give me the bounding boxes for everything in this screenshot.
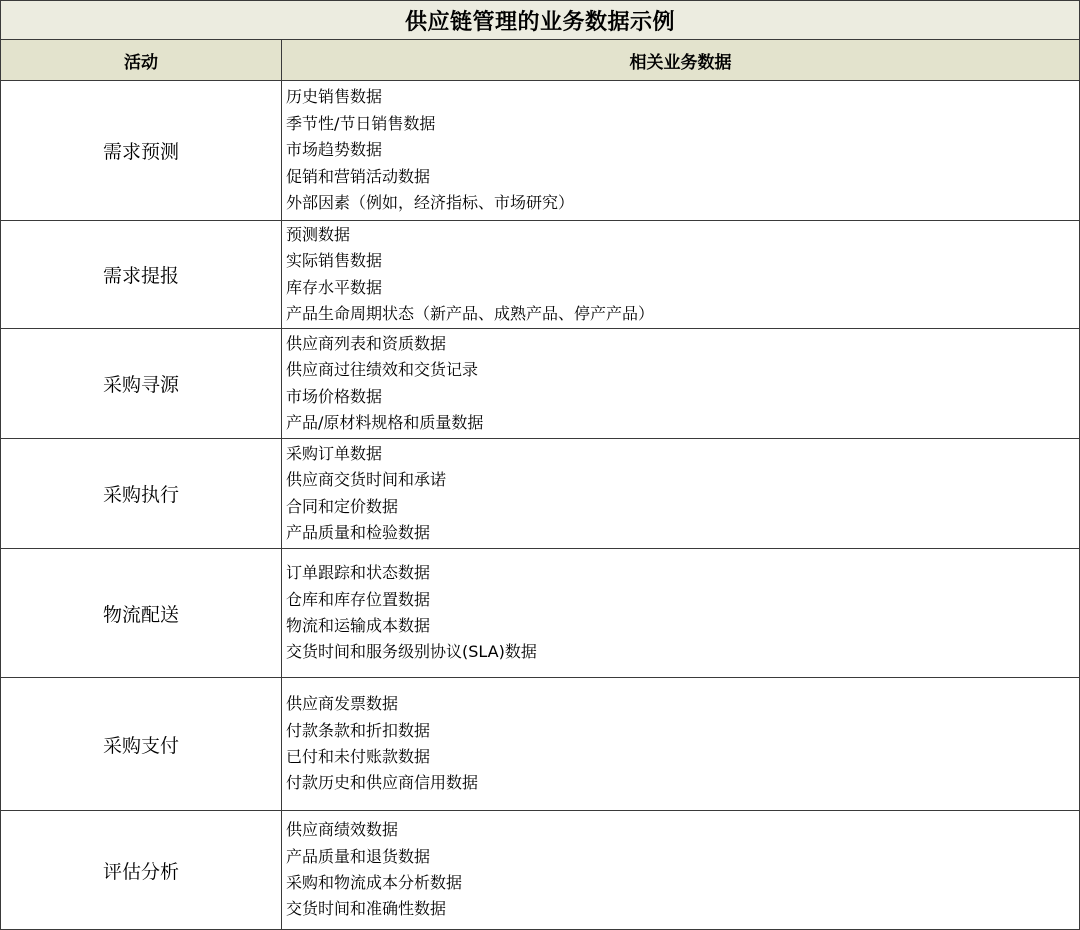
data-item: 季节性/节日销售数据 <box>286 113 436 133</box>
data-cell <box>282 811 1080 930</box>
data-item: 采购订单数据 <box>286 443 383 463</box>
table-row <box>1 81 1080 221</box>
data-item: 历史销售数据 <box>286 87 383 107</box>
data-item: 供应商绩效数据 <box>286 820 399 840</box>
data-item: 预测数据 <box>286 224 351 244</box>
data-item: 付款条款和折扣数据 <box>286 720 431 740</box>
data-item: 产品质量和退货数据 <box>286 846 431 866</box>
data-cell <box>282 221 1080 329</box>
activity-cell: 需求预测 <box>1 81 282 221</box>
header-related-data: 相关业务数据 <box>282 40 1080 81</box>
data-item: 供应商过往绩效和交货记录 <box>286 360 479 380</box>
header-row <box>1 40 1080 81</box>
activity-cell: 采购执行 <box>1 439 282 549</box>
data-item: 实际销售数据 <box>286 251 383 271</box>
table-row <box>1 549 1080 678</box>
data-item: 供应商交货时间和承诺 <box>286 470 447 490</box>
table-title: 供应链管理的业务数据示例 <box>1 1 1080 40</box>
data-item: 促销和营销活动数据 <box>286 166 431 186</box>
data-item: 物流和运输成本数据 <box>286 616 431 635</box>
data-cell <box>282 81 1080 221</box>
activity-cell: 评估分析 <box>1 811 282 930</box>
table-row <box>1 811 1080 930</box>
data-item: 市场价格数据 <box>286 386 383 406</box>
data-item: 产品生命周期状态（新产品、成熟产品、停产产品） <box>286 303 655 323</box>
activity-cell: 采购寻源 <box>1 329 282 439</box>
data-item: 产品/原材料规格和质量数据 <box>286 412 484 432</box>
table-row <box>1 329 1080 439</box>
data-item: 产品质量和检验数据 <box>286 522 431 542</box>
data-item: 付款历史和供应商信用数据 <box>286 773 479 793</box>
table-row <box>1 221 1080 329</box>
table-row <box>1 439 1080 549</box>
data-item: 交货时间和准确性数据 <box>286 899 447 919</box>
data-item: 采购和物流成本分析数据 <box>286 873 463 892</box>
data-item: 合同和定价数据 <box>286 496 399 516</box>
data-item: 外部因素（例如，经济指标、市场研究） <box>286 193 575 213</box>
data-item: 仓库和库存位置数据 <box>286 589 431 609</box>
data-item: 交货时间和服务级别协议(SLA)数据 <box>286 642 537 662</box>
data-item: 订单跟踪和状态数据 <box>286 563 431 583</box>
data-item: 已付和未付账款数据 <box>286 747 431 766</box>
data-item: 供应商发票数据 <box>286 694 399 714</box>
title-row <box>1 1 1080 40</box>
activity-cell: 需求提报 <box>1 221 282 329</box>
data-cell <box>282 329 1080 439</box>
data-cell <box>282 439 1080 549</box>
data-cell <box>282 678 1080 811</box>
data-item: 市场趋势数据 <box>286 140 383 160</box>
activity-cell: 物流配送 <box>1 549 282 678</box>
data-item: 供应商列表和资质数据 <box>286 333 447 353</box>
header-activity: 活动 <box>1 40 282 81</box>
activity-cell: 采购支付 <box>1 678 282 811</box>
data-cell <box>282 549 1080 678</box>
data-item: 库存水平数据 <box>286 277 383 297</box>
table-row <box>1 678 1080 811</box>
